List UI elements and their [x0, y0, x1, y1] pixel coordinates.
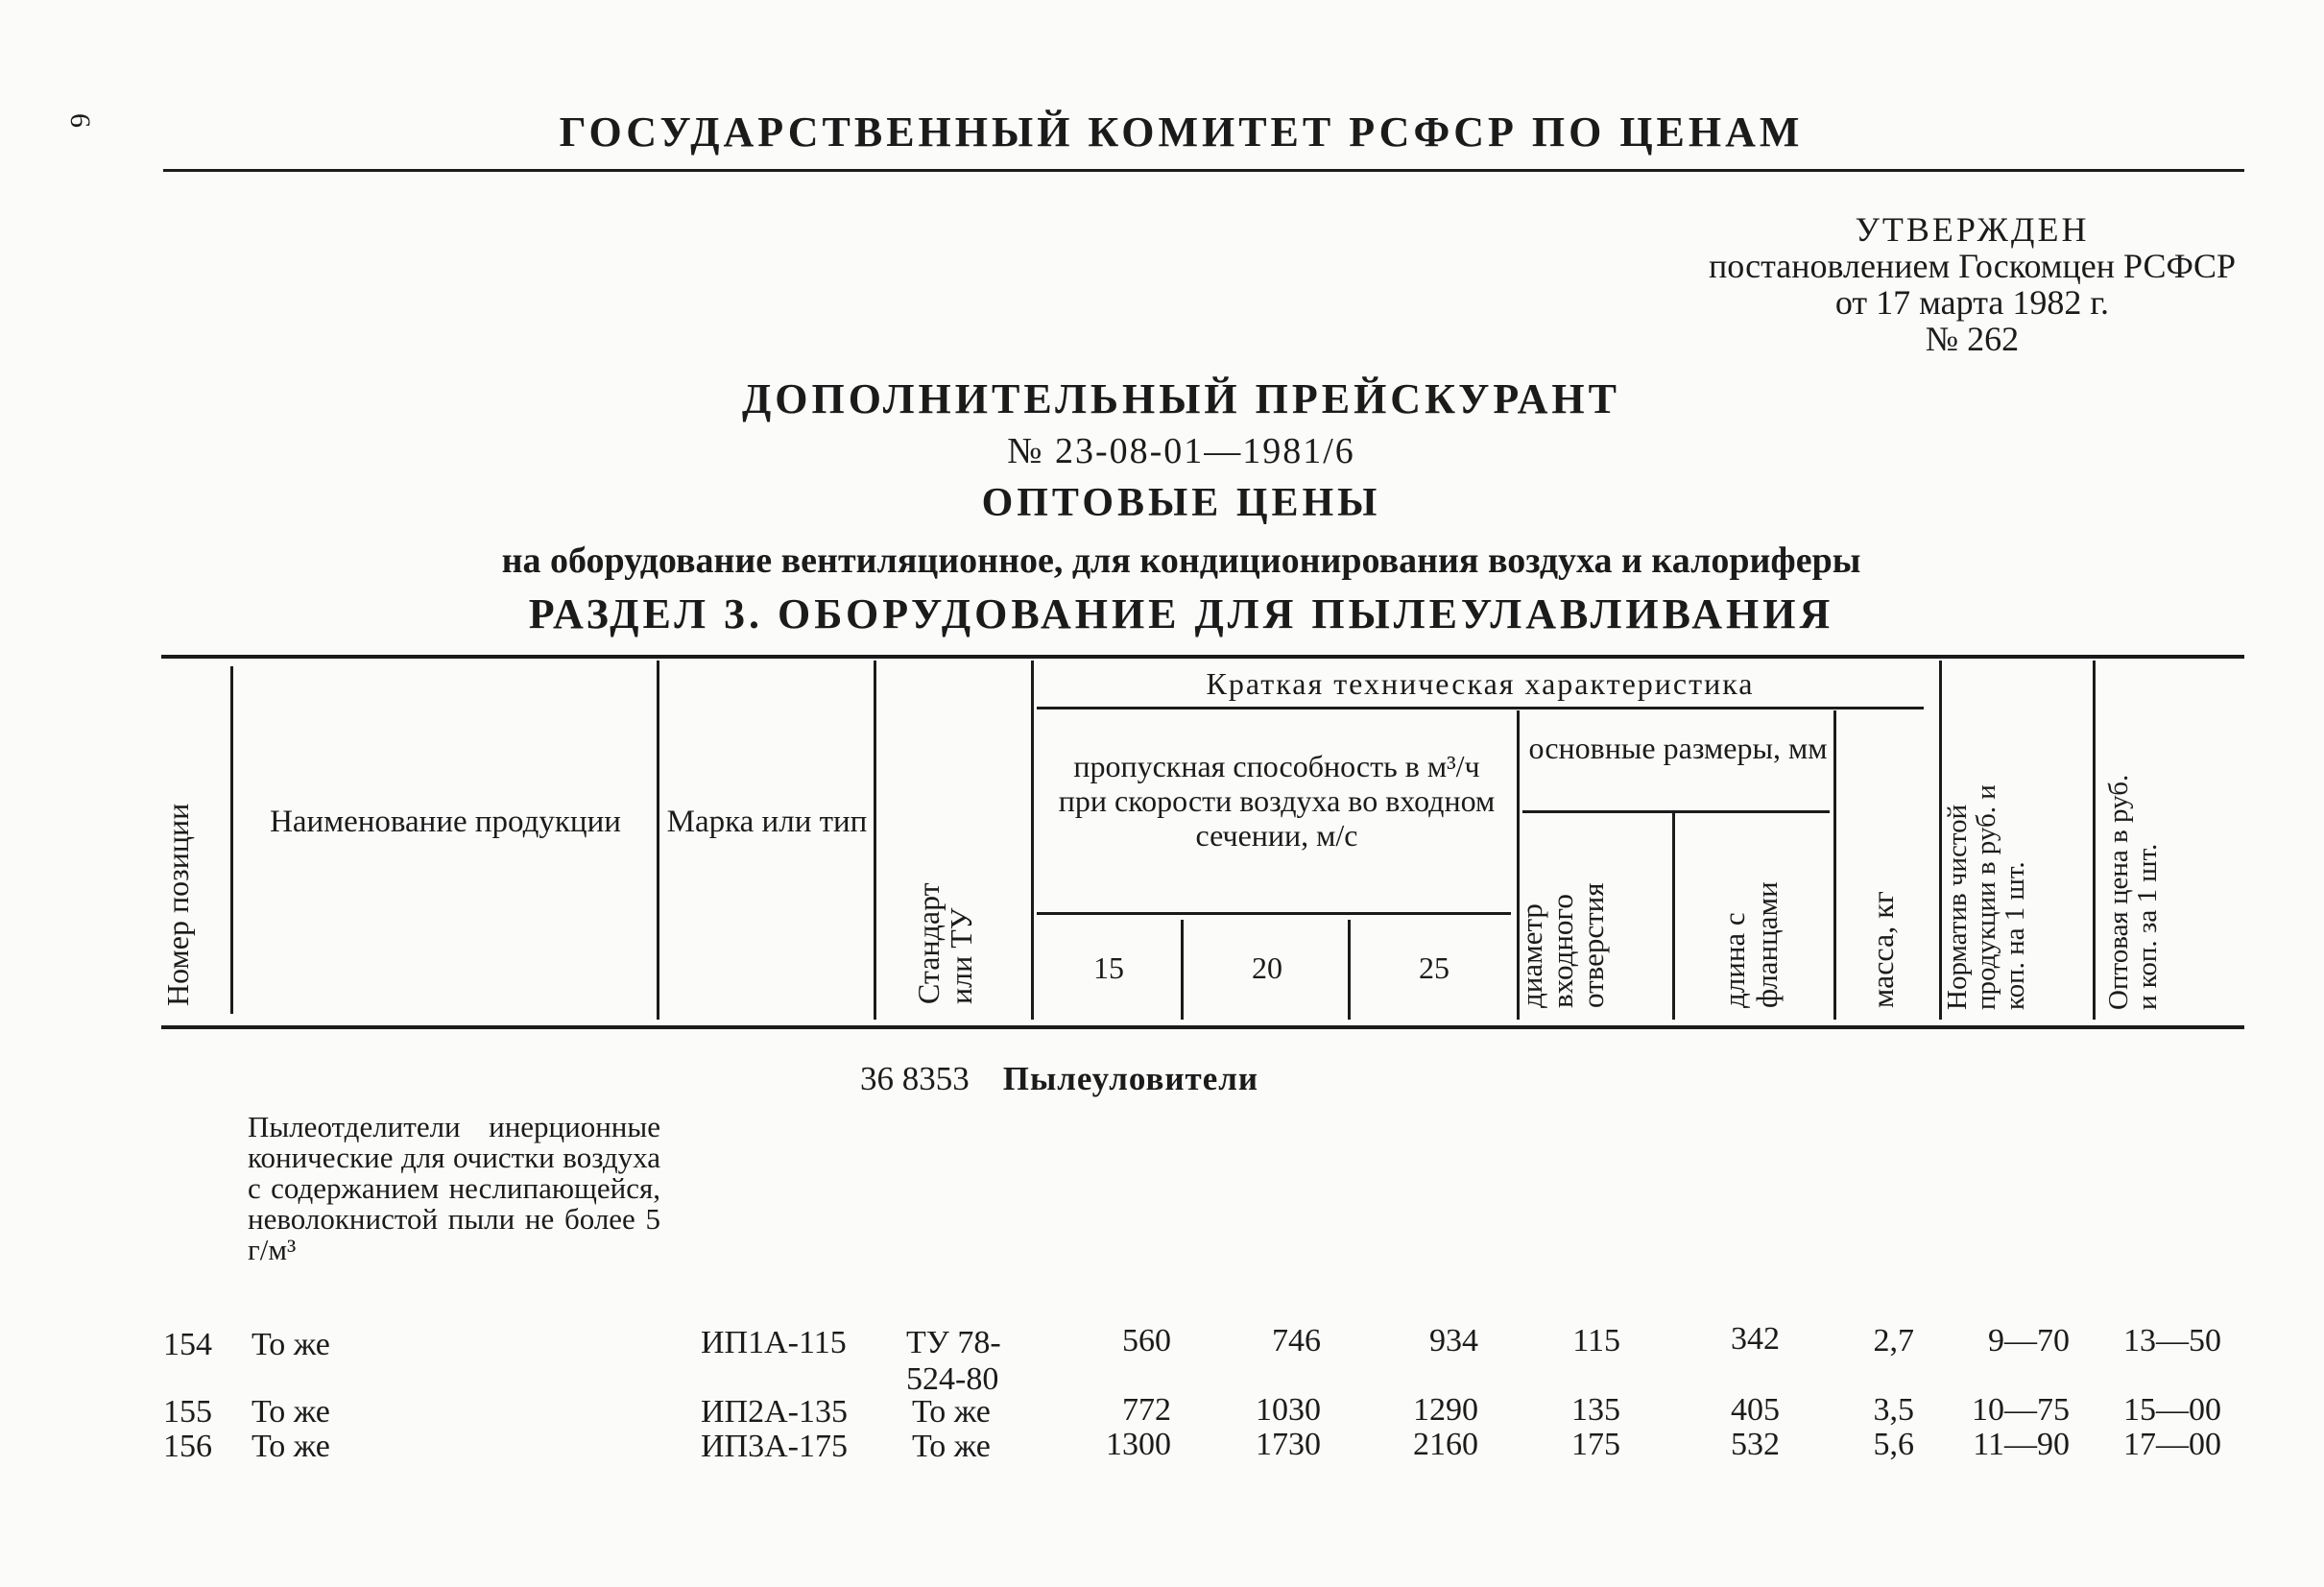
- header-rule: [163, 169, 2244, 172]
- header-position: Номер позиции: [160, 803, 195, 1006]
- approval-block: [1709, 211, 2236, 357]
- row-q15: 1300: [1106, 1427, 1171, 1462]
- row-standard: ТУ 78-: [906, 1325, 1001, 1360]
- page-number: 6: [64, 113, 96, 128]
- col-sep: [874, 661, 876, 1020]
- row-position: 155: [163, 1394, 212, 1430]
- approval-line-4: № 262: [1925, 320, 2020, 358]
- row-mass: 2,7: [1873, 1323, 1914, 1359]
- row-diameter: 175: [1571, 1427, 1620, 1462]
- row-name: То же: [252, 1394, 330, 1430]
- group-heading: [860, 1060, 1258, 1098]
- row-length: 405: [1731, 1392, 1780, 1428]
- row-q15: 560: [1122, 1323, 1171, 1359]
- header-tech: Краткая техническая характеристика: [1206, 666, 1755, 701]
- row-diameter: 115: [1572, 1323, 1620, 1359]
- header-speed-15: 15: [1093, 950, 1124, 985]
- col-sep: [2093, 661, 2096, 1020]
- header-speed-20: 20: [1252, 950, 1282, 985]
- header-speed-25: 25: [1419, 950, 1450, 985]
- row-norm: 11—90: [1973, 1427, 2070, 1462]
- col-sep: [1031, 661, 1034, 1020]
- header-mass: масса, кг: [1865, 891, 1900, 1008]
- row-length: 342: [1731, 1321, 1780, 1357]
- header-diameter: диаметр входного отверстия: [1515, 882, 1610, 1008]
- col-sep: [1672, 810, 1675, 1020]
- row-q25: 2160: [1413, 1427, 1478, 1462]
- row-name: То же: [252, 1327, 330, 1362]
- approval-line-1: УТВЕРЖДЕН: [1855, 210, 2090, 249]
- header-throughput: пропускная способность в м³/ч при скорости воздуха во входном сечении, м/с: [1058, 749, 1496, 853]
- row-price: 13—50: [2123, 1323, 2221, 1359]
- row-q20: 746: [1272, 1323, 1321, 1359]
- row-q25: 1290: [1413, 1392, 1478, 1428]
- section-title: РАЗДЕЛ 3. ОБОРУДОВАНИЕ ДЛЯ ПЫЛЕУЛАВЛИВАНИЯ: [528, 590, 1834, 637]
- prices-title: ОПТОВЫЕ ЦЕНЫ: [981, 481, 1381, 525]
- header-length: длина с фланцами: [1717, 881, 1784, 1008]
- approval-line-3: от 17 марта 1982 г.: [1834, 283, 2110, 322]
- header-dimensions: основные размеры, мм: [1528, 731, 1828, 765]
- row-brand: ИП3А-175: [701, 1429, 848, 1464]
- row-price: 17—00: [2123, 1427, 2221, 1462]
- row-standard: То же: [912, 1394, 991, 1430]
- row-position: 156: [163, 1429, 212, 1464]
- header-norm: Норматив чистой продукции в руб. и коп. на 1 шт.: [1942, 784, 2030, 1010]
- col-sep: [1181, 920, 1184, 1020]
- committee-heading: ГОСУДАРСТВЕННЫЙ КОМИТЕТ РСФСР ПО ЦЕНАМ: [559, 108, 1804, 156]
- tech-header-rule: [1037, 707, 1924, 709]
- doc-type-title: ДОПОЛНИТЕЛЬНЫЙ ПРЕЙСКУРАНТ: [742, 375, 1620, 422]
- row-q20: 1030: [1256, 1392, 1321, 1428]
- table-header-bottom-rule: [161, 1025, 2244, 1029]
- header-brand: Марка или тип: [666, 805, 868, 839]
- row-q20: 1730: [1256, 1427, 1321, 1462]
- row-norm: 9—70: [1988, 1323, 2070, 1359]
- row-mass: 5,6: [1873, 1427, 1914, 1462]
- row-price: 15—00: [2123, 1392, 2221, 1428]
- row-norm: 10—75: [1972, 1392, 2070, 1428]
- row-q15: 772: [1122, 1392, 1171, 1428]
- row-brand: ИП1А-115: [701, 1325, 847, 1360]
- row-brand: ИП2А-135: [701, 1394, 848, 1430]
- header-price: Оптовая цена в руб. и коп. за 1 шт.: [2103, 774, 2163, 1010]
- doc-number: № 23-08-01—1981/6: [1007, 431, 1355, 471]
- row-diameter: 135: [1571, 1392, 1620, 1428]
- row-name: То же: [252, 1429, 330, 1464]
- header-name: Наименование продукции: [270, 805, 621, 839]
- group-name: Пылеуловители: [1002, 1060, 1259, 1097]
- row-position: 154: [163, 1327, 212, 1362]
- col-sep: [1833, 710, 1836, 1020]
- row-standard: То же: [912, 1429, 991, 1464]
- row-length: 532: [1731, 1427, 1780, 1462]
- subject-title: на оборудование вентиляционное, для кондиционирования воздуха и калориферы: [501, 541, 1861, 581]
- approval-line-2: постановлением Госкомцен РСФСР: [1708, 247, 2236, 285]
- group-description: Пылеотделители инерционные конические для очистки воздуха с содержанием неслипающейся, неволокнистой пыли не более 5 г/м³: [248, 1110, 660, 1266]
- header-standard: Стандарт или ТУ: [911, 882, 978, 1004]
- group-code: 36 8353: [860, 1060, 970, 1097]
- col-sep: [1348, 920, 1351, 1020]
- row-q25: 934: [1429, 1323, 1478, 1359]
- col-sep: [230, 666, 233, 1014]
- row-standard-cont: 524-80: [906, 1361, 999, 1397]
- throughput-rule: [1037, 912, 1511, 915]
- dimensions-rule: [1522, 810, 1830, 813]
- col-sep: [657, 661, 659, 1020]
- table-top-rule: [161, 655, 2244, 659]
- row-mass: 3,5: [1873, 1392, 1914, 1428]
